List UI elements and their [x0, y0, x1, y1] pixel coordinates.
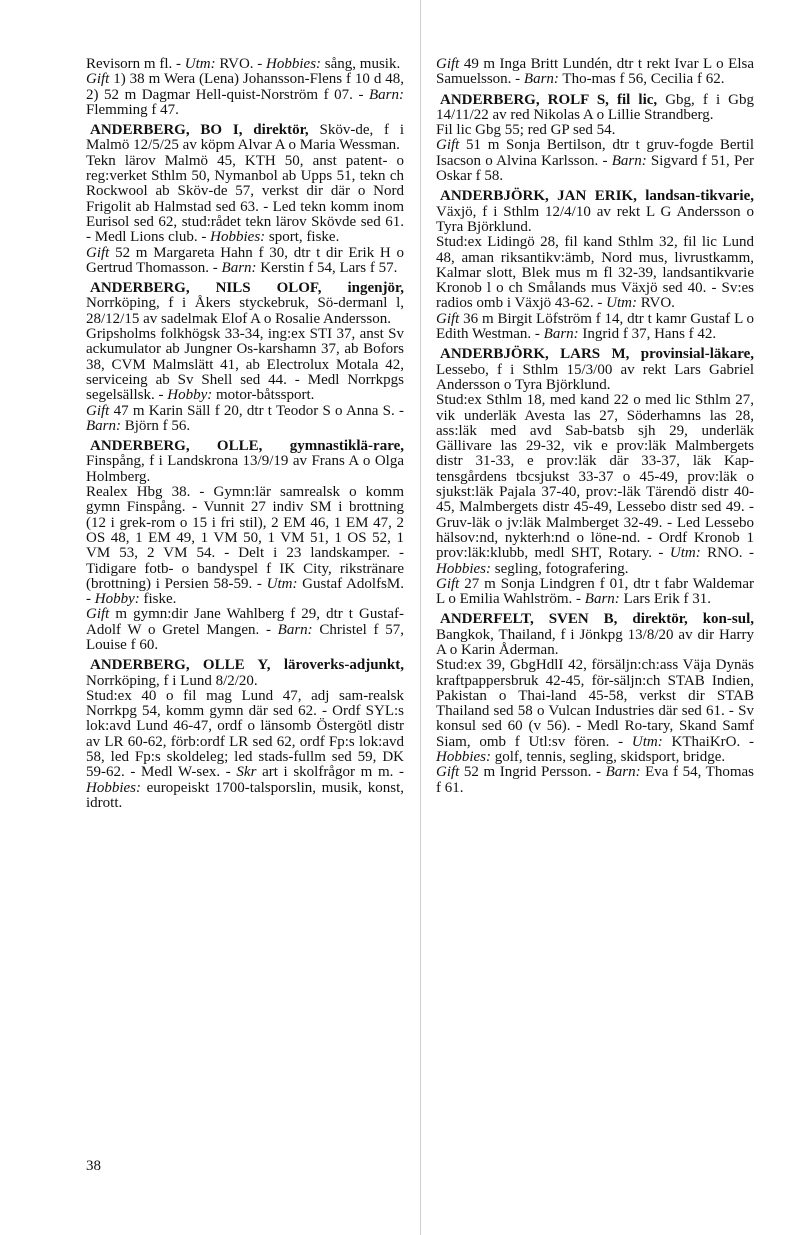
entry-label: Hobby:: [94, 591, 140, 608]
entry-label: Hobbies:: [436, 560, 491, 577]
entry-text: 36 m Birgit Löfström f 14, dtr t kamr Gustaf L o Edith Westman. -: [436, 310, 754, 343]
entry-text: Norrköping, f i Lund 8/2/20.: [86, 672, 258, 689]
entry-text: 52 m Ingrid Persson. -: [459, 764, 606, 781]
entry-paragraph: [436, 189, 754, 235]
biography-entry: [86, 658, 404, 811]
biography-entry: [86, 57, 404, 118]
entry-text: 49 m Inga Britt Lundén, dtr t rekt Ivar L o Elsa Samuelsson. -: [436, 56, 754, 88]
entry-text: Gbg, f i Gbg 14/11/22 av red Nikolas A o Lillie Strandberg.: [436, 91, 755, 123]
entry-label: Gift: [86, 244, 110, 261]
entry-label: Barn:: [605, 764, 641, 781]
entry-label: Hobbies:: [266, 56, 322, 72]
entry-paragraph: [436, 393, 754, 577]
entry-text: Stud:ex 39, GbgHdlI 42, försäljn:ch:ass Väja Dynäs kraftpappersbruk 42-45, för-säljn:ch STAB Indien, Pakistan o Thai-land 45-58, verkst dir STAB Thailand sed 58 o Vulcan Industries där sed 61. - Sv konsul sed 60 (v 56). - Medl Ro-tary, Skand Samf Siam, omb f Utl:sv fören. -: [436, 657, 754, 750]
entry-label: Gift: [436, 310, 460, 327]
entry-text: KThaiKrO. -: [662, 733, 754, 750]
entry-text: segling, fotografering.: [491, 560, 629, 577]
entry-text: sång, musik.: [321, 56, 401, 72]
entry-paragraph: [436, 347, 754, 393]
entry-text: sport, fiske.: [265, 229, 340, 246]
entry-name: ANDERBERG, ROLF S, fil lic,: [440, 91, 658, 108]
entry-text: RVO. -: [215, 56, 267, 72]
entry-text: Norrköping, f i Åkers styckebruk, Sö-dermanl l, 28/12/15 av sadelmak Elof A o Rosalie Andersson.: [86, 295, 404, 327]
entry-text: Tekn lärov Malmö 45, KTH 50, anst patent- o reg:verket Sthlm 50, Nymanbol ab Upps 51, tekn ch Rockwool ab Sköv-de 57, verkst dir där o Nord Frigolit ab Halmstad sed 63. - Led tekn komm inom Eurisol sed 62, stud:rådet tekn lärov Skövde sed 61. - Medl Lions club. -: [86, 152, 404, 246]
entry-text: Stud:ex Sthlm 18, med kand 22 o med lic Sthlm 27, vik underläk Avesta las 27, Söderhamns las 28, ass:läk med avd Sab-batsb sjh 29, underläk Gällivare las 29-32, vik e prov:läk Malmbergets distr 31-33, e prov:läk där 33-37, läk Kap-tensgårdens tbcsjukst 33-37 o 45-49, prov:läk o sjukst:läk Pajala 37-40, prov:-läk Tärendö distr 40-45, Malmbergets distr 45-49, Lessebo distr sed 49. - Gruv-läk o jv:läk Malmberget 32-49. - Led Lessebo hälsov:nd, nykterh:nd o löne-nd. - Ordf Kronob 1 prov:läk:klubb, medl SHT, Rotary. -: [436, 392, 754, 562]
entry-paragraph: [86, 72, 404, 118]
entry-text: Stud:ex 40 o fil mag Lund 47, adj sam-realsk Norrkpg 54, komm gymn där sed 62. - Ordf SYL:s lok:avd Lund 46-47, ordf o länsomb Östergötl distr av LR 60-62, förb:ordf LR sed 62, ordf Fp:s lok:avd 58, led Fp:s skoldeleg; led stads-fullm sed 59, DK 59-62. - Medl W-sex. -: [86, 687, 404, 781]
entry-paragraph: [436, 57, 754, 88]
entry-paragraph: [436, 612, 754, 658]
entry-text: Björn f 56.: [121, 417, 191, 434]
entry-text: Tho-mas f 56, Cecilia f 62.: [558, 71, 725, 88]
biography-entry: [436, 189, 754, 342]
entry-text: Ingrid f 37, Hans f 42.: [578, 326, 717, 343]
entry-paragraph: [86, 246, 404, 277]
entry-name: ANDERFELT, SVEN B, direktör, kon-sul,: [440, 611, 754, 628]
biography-entry: [436, 347, 754, 607]
entry-paragraph: [86, 689, 404, 811]
entry-text: Gripsholms folkhögsk 33-34, ing:ex STI 37, anst Sv ackumulator ab Jungner Os-karshamn 37, ab Bofors 38, CVM Malmslätt 41, ab Electrolux Motala 42, serviceing ab Sv Shell sed 44. - Medl Norrkpgs segelsällsk. -: [86, 326, 404, 404]
entry-text: Bangkok, Thailand, f i Jönkpg 13/8/20 av dir Harry A o Karin Åderman.: [436, 626, 754, 658]
entry-label: Barn:: [523, 71, 559, 88]
entry-label: Skr: [236, 764, 257, 781]
entry-paragraph: [436, 658, 754, 765]
entry-text: Sköv-de, f i Malmö 12/5/25 av köpm Alvar A o Maria Wessman.: [86, 122, 404, 154]
entry-label: Barn:: [369, 86, 404, 103]
entry-text: Realex Hbg 38. - Gymn:lär samrealsk o komm gymn Finspång. - Vunnit 27 indiv SM i brottning (12 i grek-rom o 15 i fri stil), 2 EM 46, 1 EM 47, 2 OS 48, 1 EM 49, 1 VM 50, 1 VM 51, 1 OS 52, 1 VM 53, 2 VM 54. - Delt i 23 landskamper. - Tidigare fotb- o bandyspel f IK City, rikstränare (brottning) i Persien 58-59. -: [86, 484, 404, 592]
entry-label: Gift: [86, 402, 110, 419]
entry-text: m gymn:dir Jane Wahlberg f 29, dtr t Gustaf-Adolf W o Gretel Mangen. -: [86, 606, 404, 638]
biography-entry: [86, 281, 404, 434]
column-divider: [420, 0, 421, 1235]
entry-paragraph: [436, 93, 754, 124]
entry-paragraph: [436, 123, 754, 138]
entry-text: Stud:ex Lidingö 28, fil kand Sthlm 32, fil lic Lund 48, aman riksantikv:ämb, Nord mus, livrustkamm, Kalmar slott, Blek mus m fl 32-39, landsantikvarie Kronob l o ch Smålands mus Växjö sed 40. - Sv:es radios omb i Växjö 43-62. -: [436, 234, 754, 312]
entry-label: Utm:: [606, 295, 637, 312]
entry-text: art i skolfrågor m m. -: [256, 764, 404, 781]
entry-text: motor-båtssport.: [212, 387, 315, 404]
entry-label: Barn:: [611, 152, 647, 169]
entry-text: RNO. -: [700, 545, 754, 562]
entry-paragraph: [436, 765, 754, 796]
entry-paragraph: [86, 485, 404, 607]
entry-text: 1) 38 m Wera (Lena) Johansson-Flens f 10 d 48, 2) 52 m Dagmar Hell-quist-Norström f 07. -: [86, 71, 404, 103]
entry-label: Utm:: [631, 733, 663, 750]
entry-text: Gustaf AdolfsM. -: [86, 575, 404, 608]
entry-text: Christel f 57, Louise f 60.: [86, 621, 404, 653]
entry-text: Sigvard f 51, Per Oskar f 58.: [436, 152, 754, 185]
entry-label: Hobbies:: [436, 749, 491, 766]
entry-label: Gift: [436, 56, 460, 72]
entry-label: Barn:: [543, 326, 579, 343]
entry-label: Utm:: [669, 545, 701, 562]
entry-paragraph: [86, 439, 404, 485]
entry-text: Flemming f 47.: [86, 101, 179, 118]
entry-text: Kerstin f 54, Lars f 57.: [256, 259, 398, 276]
entry-paragraph: [86, 607, 404, 653]
entry-paragraph: [86, 57, 404, 72]
entry-text: 51 m Sonja Bertilson, dtr t gruv-fogde Bertil Isacson o Alvina Karlsson. -: [436, 137, 754, 169]
entry-name: ANDERBJÖRK, LARS M, provinsial-läkare,: [440, 346, 754, 363]
entry-label: Gift: [436, 764, 460, 781]
entry-text: Finspång, f i Landskrona 13/9/19 av Frans A o Olga Holmberg.: [86, 453, 404, 485]
left-column: [86, 57, 404, 816]
entry-label: Gift: [86, 71, 110, 88]
entry-label: Gift: [436, 575, 460, 592]
entry-paragraph: [86, 123, 404, 154]
entry-text: 47 m Karin Säll f 20, dtr t Teodor S o Anna S. -: [109, 402, 404, 419]
entry-text: golf, tennis, segling, skidsport, bridge.: [491, 749, 726, 766]
entry-paragraph: [86, 154, 404, 246]
right-column: [436, 57, 754, 801]
entry-name: ANDERBERG, OLLE, gymnastiklä-rare,: [90, 438, 404, 455]
entry-paragraph: [86, 658, 404, 689]
biography-entry: [436, 57, 754, 88]
entry-text: fiske.: [139, 591, 177, 608]
biography-entry: [86, 439, 404, 653]
entry-label: Gift: [436, 137, 460, 154]
entry-paragraph: [436, 235, 754, 311]
entry-text: Växjö, f i Sthlm 12/4/10 av rekt L G Andersson o Tyra Björklund.: [436, 203, 754, 235]
entry-paragraph: [86, 404, 404, 435]
entry-label: Barn:: [221, 259, 257, 276]
biography-entry: [436, 612, 754, 796]
entry-text: 52 m Margareta Hahn f 30, dtr t dir Erik H o Gertrud Thomasson. -: [86, 244, 404, 276]
biography-entry: [86, 123, 404, 276]
entry-label: Utm:: [184, 56, 216, 72]
entry-label: Hobby:: [167, 387, 213, 404]
entry-label: Utm:: [266, 575, 298, 592]
entry-text: Revisorn m fl. -: [86, 56, 185, 72]
entry-paragraph: [86, 281, 404, 327]
entry-name: ANDERBERG, NILS OLOF, ingenjör,: [90, 280, 404, 297]
entry-label: Barn:: [277, 621, 313, 638]
entry-name: ANDERBERG, BO I, direktör,: [90, 122, 309, 139]
entry-text: europeiskt 1700-talsporslin, musik, konst, idrott.: [86, 779, 404, 811]
entry-text: RVO.: [636, 295, 675, 312]
page-number: 38: [86, 1158, 101, 1174]
biography-entry: [436, 93, 754, 185]
entry-text: Eva f 54, Thomas f 61.: [436, 764, 754, 796]
entry-paragraph: [436, 577, 754, 608]
entry-label: Barn:: [86, 417, 121, 434]
entry-paragraph: [86, 327, 404, 403]
entry-label: Gift: [86, 606, 110, 623]
entry-paragraph: [436, 138, 754, 184]
entry-label: Hobbies:: [86, 779, 141, 796]
entry-text: Lessebo, f i Sthlm 15/3/00 av rekt Lars Gabriel Andersson o Tyra Björklund.: [436, 361, 754, 393]
entry-label: Hobbies:: [210, 229, 266, 246]
entry-name: ANDERBJÖRK, JAN ERIK, landsan-tikvarie,: [440, 188, 754, 205]
entry-text: Fil lic Gbg 55; red GP sed 54.: [436, 122, 616, 139]
entry-text: Lars Erik f 31.: [619, 591, 712, 608]
entry-name: ANDERBERG, OLLE Y, läroverks-adjunkt,: [90, 657, 404, 674]
entry-label: Barn:: [584, 591, 620, 608]
entry-paragraph: [436, 312, 754, 343]
entry-text: 27 m Sonja Lindgren f 01, dtr t fabr Waldemar L o Emilia Wahlström. -: [436, 575, 754, 608]
